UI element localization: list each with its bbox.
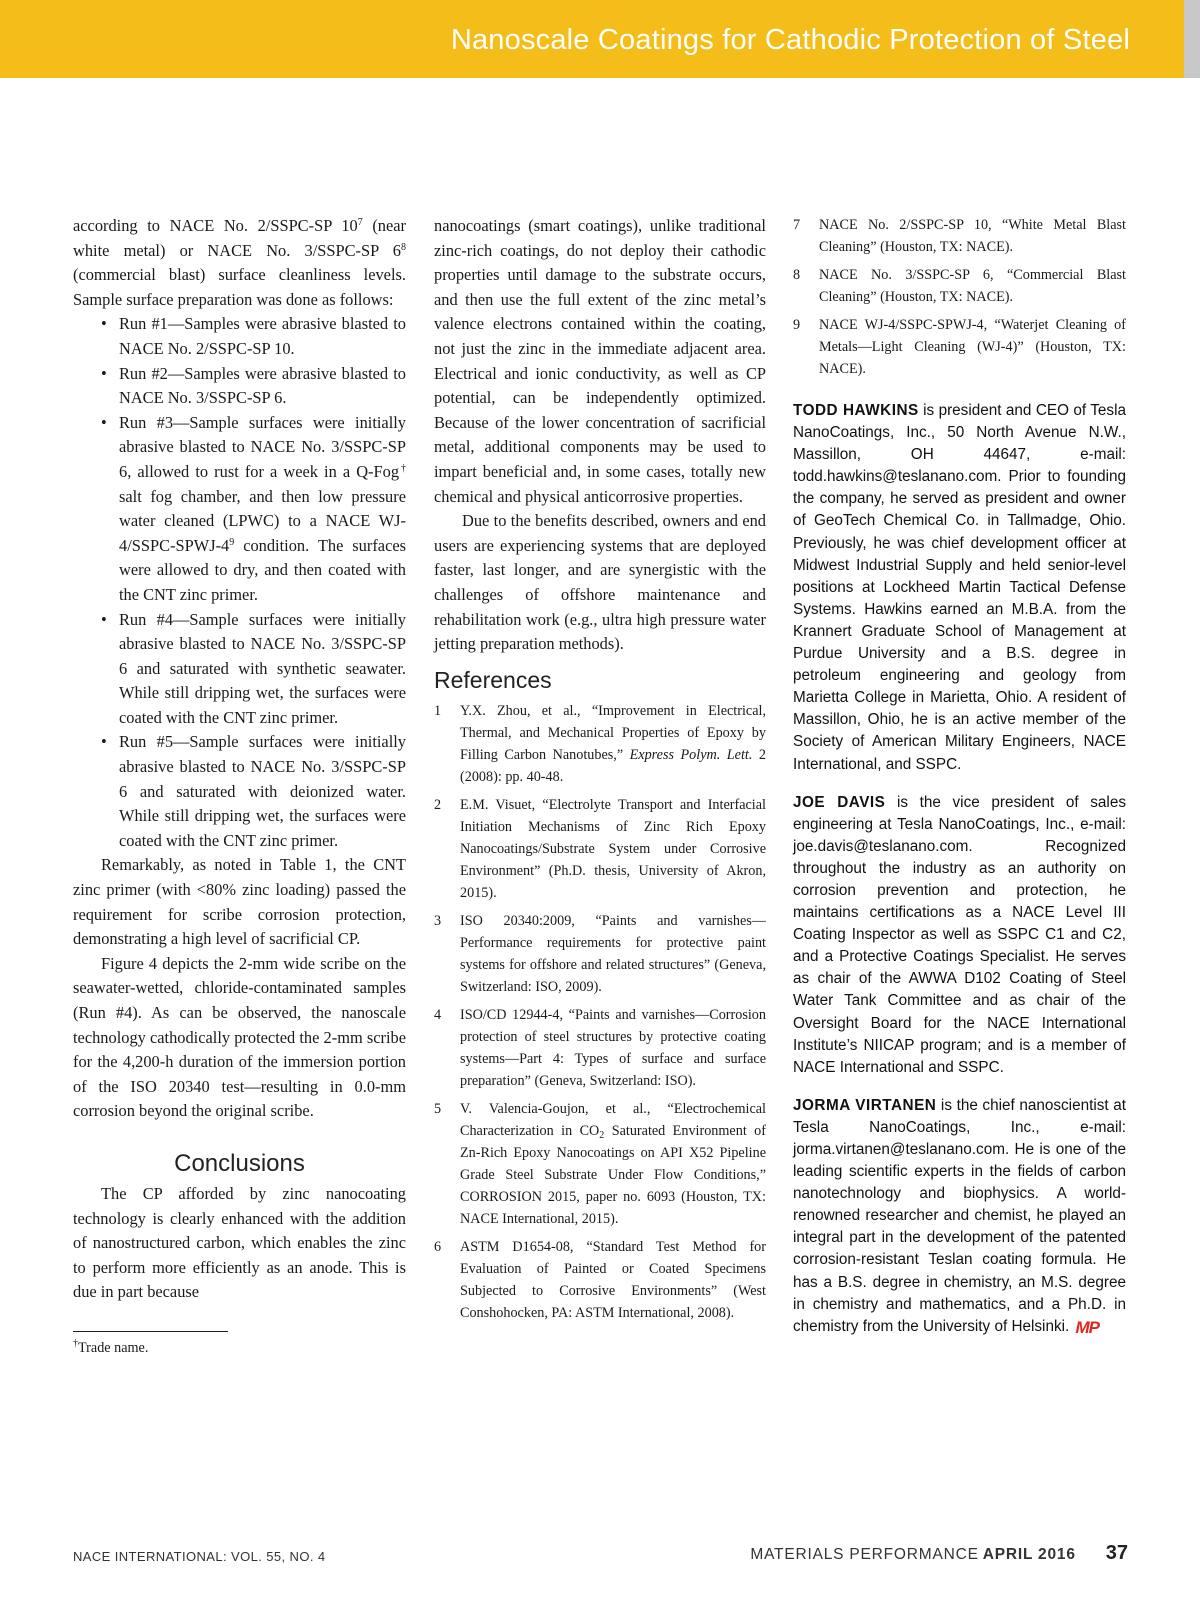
reference-item: 9 NACE WJ-4/SSPC-SPWJ-4, “Waterjet Cleaning of Metals—Light Cleaning (WJ-4)” (Houston, TX: NACE). <box>793 317 1126 377</box>
surface-prep-list <box>73 312 406 853</box>
mp-end-mark-icon: MP <box>1075 1317 1100 1337</box>
column-1 <box>73 214 406 1357</box>
reference-item: 8 NACE No. 3/SSPC-SP 6, “Commercial Blast Cleaning” (Houston, TX: NACE). <box>793 267 1126 305</box>
reference-item: 2 E.M. Visuet, “Electrolyte Transport and Interfacial Initiation Mechanisms of Zinc Rich Epoxy Nanocoatings/Substrate System under Corrosive Environment” (Ph.D. thesis, University of Akron, 2015). <box>434 796 766 901</box>
paragraph-conclusions: The CP afforded by zinc nanocoating technology is clearly enhanced with the addition of nanostructured carbon, which enables the zinc to perform more efficiently as an anode. This is due in part because <box>73 1183 406 1302</box>
paragraph-figure-4: Figure 4 depicts the 2-mm wide scribe on the seawater-wetted, chloride-contaminated samples (Run #4). As can be observed, the nanoscale technology cathodically protected the 2-mm scribe for the 4,200-h duration of the immersion portion of the ISO 20340 test—resulting in 0.0-mm corrosion beyond the original scribe. <box>73 953 406 1121</box>
paragraph-continued: nanocoatings (smart coatings), unlike traditional zinc-rich coatings, do not deploy their cathodic properties until damage to the substrate occurs, and then use the full extent of the zinc metal’s valence electrons contained within the coating, not just the zinc in the immediate adjacent area. Electrical and ionic conductivity, as well as CP potential, can be independently optimized. Because of the lower concentration of sacrificial metal, additional components may be used to impart beneficial and, in some cases, totally new chemical and physical anticorrosive properties. <box>434 216 766 506</box>
reference-item: 4 ISO/CD 12944-4, “Paints and varnishes—Corrosion protection of steel structures by protective coating systems—Part 4: Types of surface and surface preparation” (Geneva, Switzerland: ISO). <box>434 1006 766 1089</box>
footer-journal-info: NACE INTERNATIONAL: VOL. 55, NO. 4 <box>73 1549 326 1564</box>
references-list <box>434 700 766 1324</box>
conclusions-heading: Conclusions <box>174 1149 305 1177</box>
reference-item: 1 Y.X. Zhou, et al., “Improvement in Electrical, Thermal, and Mechanical Properties of Epoxy by Filling Carbon Nanotubes,” Express Polym. Lett. 2 (2008): pp. 40-48. <box>434 702 766 785</box>
header-edge <box>1184 0 1200 78</box>
list-item: • Run #5—Sample surfaces were initially abrasive blasted to NACE No. 3/SSPC-SP 6 and saturated with deionized water. While still dripping wet, the surfaces were coated with the CNT zinc primer. <box>101 732 406 850</box>
footnote-rule <box>73 1331 228 1332</box>
list-item: • Run #4—Sample surfaces were initially abrasive blasted to NACE No. 3/SSPC-SP 6 and saturated with synthetic seawater. While still dripping wet, the surfaces were coated with the CNT zinc primer. <box>101 609 406 727</box>
references-list-continued <box>793 214 1126 380</box>
reference-item: 5 V. Valencia-Goujon, et al., “Electrochemical Characterization in $CO_2$ Saturated Environment of Zn-Rich Epoxy Nanocoatings on API X52 Pipeline Grade Steel Substrate Under Flow Conditions,” CORROSION 2015, paper no. 6093 (Houston, TX: NACE International, 2015). <box>434 1100 766 1227</box>
column-2 <box>434 214 766 1330</box>
reference-item: 6 ASTM D1654-08, “Standard Test Method for Evaluation of Painted or Coated Specimens Subjected to Corrosive Environments” (West Conshohocken, PA: ASTM International, 2008). <box>434 1238 766 1321</box>
references-heading: References <box>434 666 552 693</box>
reference-item: 7 NACE No. 2/SSPC-SP 10, “White Metal Blast Cleaning” (Houston, TX: NACE). <box>793 217 1126 255</box>
column-3 <box>793 214 1126 1355</box>
footer-issue-info: MATERIALS PERFORMANCE APRIL 2016 37 <box>750 1542 1128 1564</box>
author-bio-davis: JOE DAVIS is the vice president of sales engineering at Tesla NanoCoatings, Inc., e-mail: joe.davis@teslanano.com. Recognized throughout the industry as an authority on corrosion prevention and protection, he maintains certifications as a NACE Level III Coating Inspector as well as SSPC C1 and C2, and a Protective Coatings Specialist. He serves as chair of the AWWA D102 Coating of Steel Water Tank Committee and as chair of the Oversight Board for the NACE International Institute’s NIICAP program; and is a member of NACE International and SSPC. <box>793 793 1126 1076</box>
article-running-title: Nanoscale Coatings for Cathodic Protection of Steel <box>450 24 1130 56</box>
list-item: • Run #2—Samples were abrasive blasted to NACE No. 3/SSPC-SP 6. <box>101 363 406 408</box>
list-item: • Run #1—Samples were abrasive blasted to NACE No. 2/SSPC-SP 10. <box>101 314 406 358</box>
list-item: • Run #3—Sample surfaces were initially abrasive blasted to NACE No. 3/SSPC-SP 6, allowed to rust for a week in a Q-Fog† salt fog chamber, and then low pressure water cleaned (LPWC) to a NACE $WJ-4/SSPC-SPWJ-4^9$ condition. The surfaces were allowed to dry, and then coated with the CNT zinc primer. <box>101 412 407 604</box>
author-bio-virtanen: JORMA VIRTANEN is the chief nanoscientist at Tesla NanoCoatings, Inc., e-mail: jorma.virtanen@teslanano.com. He is one of the leading scientific experts in the fields of carbon nanotechnology and biophysics. A world-renowned researcher and chemist, he played an integral part in the development of the patented corrosion-resistant Teslan coating formula. He has a B.S. degree in chemistry, an M.S. degree in chemistry and mathematics, and a Ph.D. in chemistry from the University of Helsinki. MP <box>793 1095 1126 1339</box>
page-number: 37 <box>1105 1542 1128 1564</box>
footnote: †Trade name. <box>73 1337 149 1356</box>
paragraph-remarkably: Remarkably, as noted in Table 1, the CNT zinc primer (with <80% zinc loading) passed the requirement for scribe corrosion protection, demonstrating a high level of sacrificial CP. <box>73 855 406 949</box>
intro-paragraph: according to NACE No. 2/SSPC-SP $10^7$ (near white metal) or NACE No. 3/SSPC-SP $6^8$ (commercial blast) surface cleanliness levels. Sample surface preparation was done as follows: <box>73 216 406 309</box>
reference-item: 3 ISO 20340:2009, “Paints and varnishes—Performance requirements for protective paint systems for offshore and related structures” (Geneva, Switzerland: ISO, 2009). <box>434 912 766 995</box>
paragraph-benefits: Due to the benefits described, owners and end users are experiencing systems that are deployed faster, last longer, and are synergistic with the challenges of offshore maintenance and rehabilitation work (e.g., ultra high pressure water jetting preparation methods). <box>434 511 766 654</box>
author-bio-hawkins: TODD HAWKINS is president and CEO of Tesla NanoCoatings, Inc., 50 North Avenue N.W., Massillon, OH 44647, e-mail: todd.hawkins@teslanano.com. Prior to founding the company, he served as president and owner of GeoTech Chemical Co. in Tallmadge, Ohio. Previously, he was chief development officer at Midwest Industrial Supply and held senior-level positions at Lockheed Martin Tactical Defense Systems. Hawkins earned an M.B.A. from the Krannert Graduate School of Management at Purdue University and a B.S. degree in petroleum engineering and geology from Marietta College in Marietta, Ohio. A resident of Massillon, Ohio, he is an active member of the Society of American Military Engineers, NACE International, and SSPC. <box>793 402 1126 773</box>
